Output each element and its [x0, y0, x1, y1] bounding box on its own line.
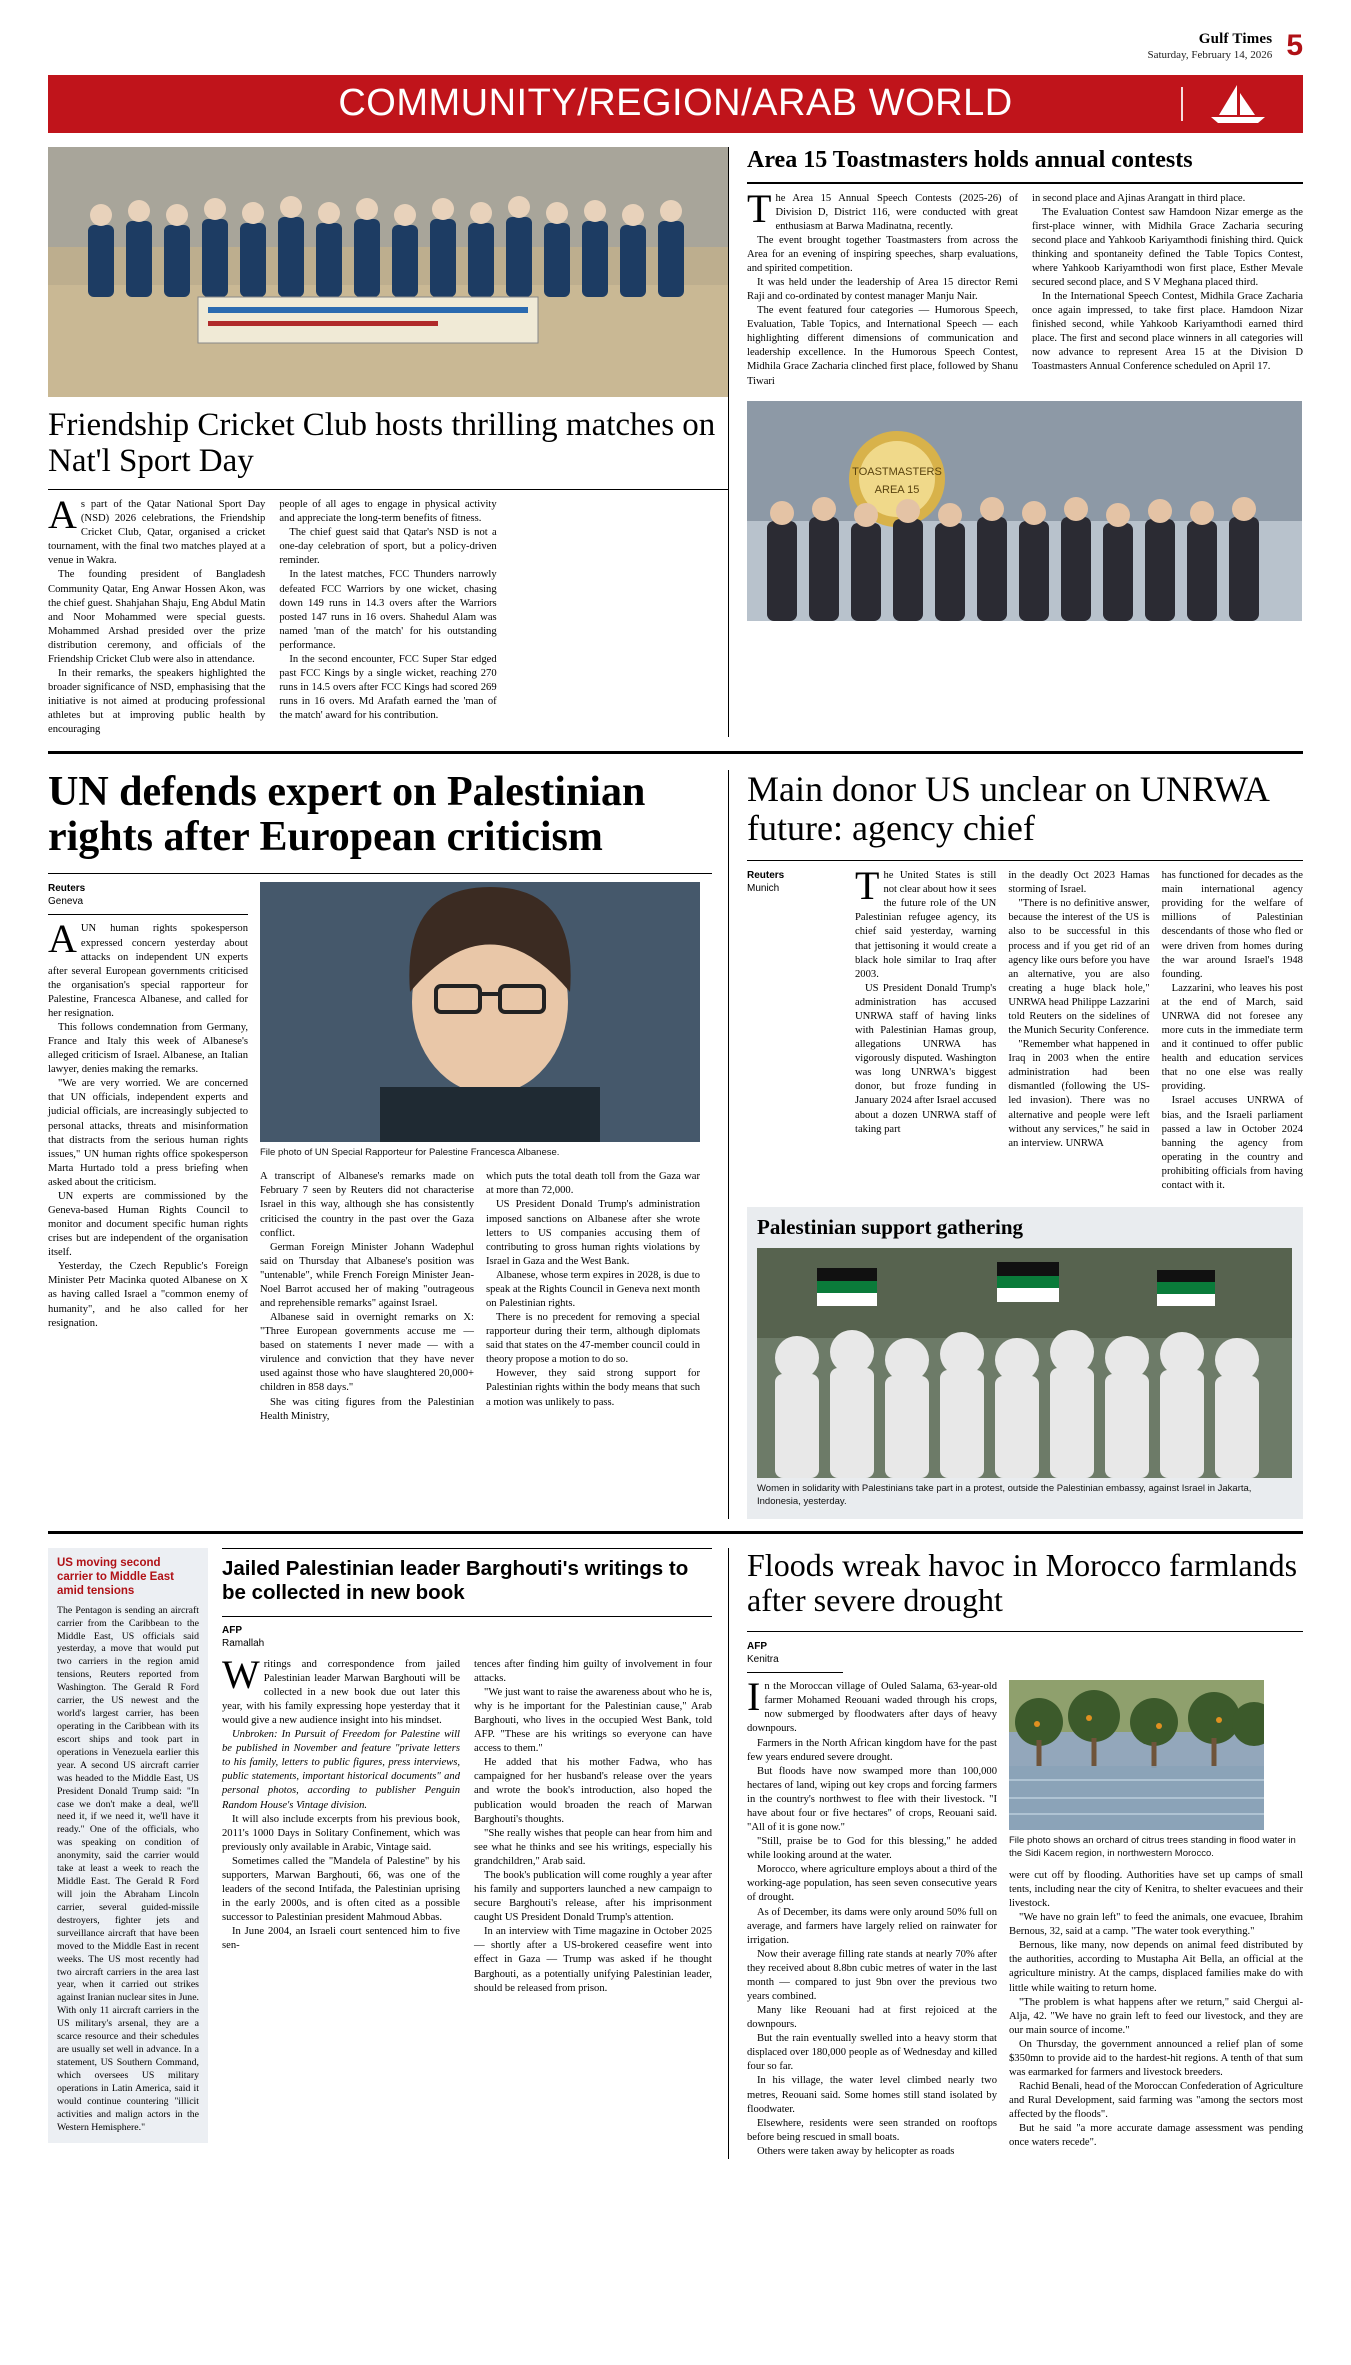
cricket-column-2: people of all ages to engage in physical activity and appreciate the long-term benefits of fitness. The chief guest said that Qatar's NSD is not a one-day celebration of sport, but a policy-driven reminder. In the latest matches, FCC Thunders narrowly defeated FCC Warriors by one wicket, chasing down 149 runs in 14.3 overs after the Warriors posted 147 runs in 16 overs. Shahedul Alam was named 'man of the match' for his outstanding performance. In the second encounter, FCC Super Star edged past FCC Kings by a single wicket, reaching 270 runs in 14.5 overs after FCC Kings had scored 269 runs in 16 overs. Md Arafath earned the 'man of the match' award for his contribution. [279, 499, 497, 722]
cricket-article [48, 147, 728, 738]
un-expert-column-2: A transcript of Albanese's remarks made on February 7 seen by Reuters did not characterise Israel in this way, although she has consistently criticised the country in the past over the Gaza conflict. German Foreign Minister Johann Wadephul said on Thursday that Albanese's position was "untenable", while French Foreign Minister Jean-Noel Barrot accused her of making "outrageous and reprehensible remarks" against Israel. Albanese said in overnight remarks on X: "Three European governments accuse me — based on statements I never made — with a virulence and conviction that they have never used against those who have slaughtered 20,000+ children in 858 days." She was citing figures from the Palestinian Health Ministry, [260, 1171, 474, 1422]
un-expert-column-1: AUN human rights spokesperson expressed concern yesterday about attacks on independent UN experts after several European governments criticised the organisation's special rapporteur for Palestine, Francesca Albanese, and called for her resignation. This follows condemnation from Germany, France and Italy this week of Albanese's alleged criticism of Israel. Albanese, an Italian lawyer, denies making the remarks. "We are very worried. We are concerned that UN officials, independent experts and judicial officials, are increasingly subjected to personal attacks, threats and misinformation that distracts from the serious human rights issues," UN human rights office spokesperson Marta Hurtado told a press briefing when asked about the criticism. UN experts are commissioned by the Geneva-based Human Rights Council to monitor and document specific human rights crises but are independent of the organisation itself. Yesterday, the Czech Republic's Foreign Minister Petr Macinka quoted Albanese on X as having called Israel a "common enemy of humanity", and he also called for her resignation. [48, 916, 248, 1329]
unrwa-column-3: has functioned for decades as the main international agency providing for the welfare of millions of Palestinian descendants of those who fled or were driven from homes during the war around Israel's 1948 founding. Lazzarini, who leaves his post at the end of March, said UNRWA did not foresee any more cuts in the immediate term and it continued to offer public health and education services that no one else was really providing. Israel accuses UNRWA of bias, and the Israeli parliament passed a law in October 2024 banning the agency from operating in the country and prohibiting officials from having contact with it. [1161, 870, 1303, 1191]
section-title: COMMUNITY/REGION/ARAB WORLD [338, 82, 1013, 124]
unrwa-column-1: The United States is still not clear about how it sees the future role of the UN Palestinian refugee agency, its chief said yesterday, warning that jettisoning it would create a black hole similar to Iraq after 2003. US President Donald Trump's administration has accused UNRWA staff of having links with Palestinian Hamas group, allegations UNRWA has vigorously disputed. Washington was long UNRWA's biggest donor, but froze funding in January 2024 after Israel accused about a dozen UNRWA staff of taking part [855, 863, 997, 1135]
albanese-photo-caption: File photo of UN Special Rapporteur for Palestine Francesca Albanese. [260, 1147, 560, 1159]
un-expert-column-3: which puts the total death toll from the Gaza war at more than 72,000. US President Donald Trump's administration imposed sanctions on Albanese after she wrote letters to US companies accusing them of contributing to gross human rights violations by Israel in Gaza and the West Bank. Albanese, whose term expires in 2028, is due to speak at the Rights Council in Geneva next month on Palestinian rights. There is no precedent for removing a special rapporteur during their term, although diplomats said that states on the 47-member council could in theory propose a motion to do so. However, they said strong support for Palestinian rights within the body means that such a motion was unlikely to pass. [486, 1171, 700, 1408]
pentagon-sidebar-text: The Pentagon is sending an aircraft carrier from the Caribbean to the Middle East, US officials said yesterday, a move that would put two carriers in the region amid tensions, Reuters reported from Washington. The Gerald R Ford carrier, the US newest and the world's largest carrier, has been operating in the Caribbean with its escort ships and took part in operations in Venezuela earlier this year. A second US aircraft carrier was headed to the Middle East, US President Donald Trump said: "In case we don't make a deal, we'll need it, if we need it, we'll have it ready." One of the officials, who was speaking on condition of anonymity, said the carrier would take at least a week to reach the Middle East. The Gerald R Ford will join the Abraham Lincoln carrier, several guided-missile destroyers, fighter jets and surveillance aircraft that have been moved to the Middle East in recent weeks. The US most recently had two aircraft carriers in the area last year, when it carried out strikes against Iranian nuclear sites in June. With only 11 aircraft carriers in the US military's arsenal, they are a scarce resource and their schedules are usually set well in advance. In a statement, US Southern Command, which oversees US military operations in Latin America, said it would continue countering "illicit activities and malign actors in the Western Hemisphere." [57, 1604, 200, 2133]
barghouti-headline: Jailed Palestinian leader Barghouti's writings to be collected in new book [222, 1556, 689, 1605]
palestinian-support-block [747, 1207, 1303, 1519]
morocco-column-1: In the Moroccan village of Ouled Salama, 63-year-old farmer Mohamed Reouani waded through his crops, now submerged by floodwaters after days of heavy downpours. Farmers in the North African kingdom have for the past few years endured severe drought. But floods have now swamped more than 100,000 hectares of land, wiping out key crops and forcing farmers in the country's northwest to flee with their livestock. "I have about four or five hectares" of crops, Reouani said. "All of it is gone now." "Still, praise be to God for this blessing," he added while looking around at the water. Morocco, where agriculture employs about a third of the working-age population, has seen seven consecutive years of drought. As of December, its dams were only around 50% full on average, and farmers have largely relied on rainwater for irrigation. Now their average filling rate stands at nearly 70% after they received about 8.8bn cubic metres of water in the last month — compared to just 9bn over the previous two years combined. Many like Reouani had at first rejoiced at the downpours. But the rain eventually swelled into a heavy storm that displaced over 180,000 people as of Wednesday and killed four so far. In his village, the water level climbed nearly two metres, Reouani said. Some homes still stand isolated by floodwater. Elsewhere, residents were seen stranded on rooftops before being rescued in small boats. Others were taken away by helicopter as roads [747, 1674, 997, 2157]
bottom-left [48, 1548, 728, 2159]
barghouti-article [222, 1548, 712, 2143]
barghouti-column-2: tences after finding him guilty of involvement in four attacks. "We just want to raise the awareness about who he is, why is he important for the Palestinian cause," Arab Barghouti, who lives in the occupied West Bank, told AFP. "These are his writings so everyone can have access to them." He added that his mother Fadwa, who has campaigned for her husband's release over the years and wrote the book's introduction, also hoped the publication would broaden the reach of Marwan Barghouti's thoughts. "She really wishes that people can hear from him and see what he thinks and see his writings, especially his grandchildren," Arab said. The book's publication will come roughly a year after his family and supporters launched a new campaign to secure Barghouti's release, after his imprisonment caught US President Donald Trump's attention. In an interview with Time magazine in October 2025 — shortly after a US-brokered ceasefire went into effect in Gaza — Trump was asked if he thought Barghouti, as a potentially unifying Palestinian leader, should be released from prison. [474, 1658, 712, 1994]
unrwa-headline: Main donor US unclear on UNRWA future: agency chief [747, 769, 1268, 849]
support-gathering-headline: Palestinian support gathering [757, 1214, 1024, 1239]
pentagon-sidebar [48, 1548, 208, 2143]
masthead [48, 0, 1303, 63]
un-expert-headline: UN defends expert on Palestinian rights after European criticism [48, 769, 646, 860]
morocco-photo-caption: File photo shows an orchard of citrus trees standing in flood water in the Sidi Kacem region, in northwestern Morocco. [1009, 1835, 1296, 1860]
paper-name: Gulf Times [1198, 31, 1273, 47]
top-section [48, 147, 1303, 738]
un-expert-byline: Reuters Geneva [48, 883, 86, 908]
cricket-column-1: As part of the Qatar National Sport Day (NSD) 2026 celebrations, the Friendship Cricket Club, Qatar, organised a cricket tournament, with the final two matches played at a venue in Wakra. The founding president of Bangladesh Community Qatar, Eng Anwar Hossen Akon, was the chief guest. Shahjahan Shaju, Eng Abdul Matin and Noor Mohammed were special guests. Mohammed Arshad presided over the prize distribution ceremony, and officials of the Friendship Cricket Club were also in attendance. In their remarks, the speakers highlighted the broader significance of NSD, emphasising that the initiative is not aimed at producing professional athletes but at improving public health by encouraging [48, 492, 266, 736]
toastmasters-headline: Area 15 Toastmasters holds annual contests [747, 146, 1193, 173]
un-expert-article [48, 770, 728, 1518]
morocco-headline: Floods wreak havoc in Morocco farmlands after severe drought [747, 1546, 1298, 1619]
unrwa-column-2: in the deadly Oct 2023 Hamas storming of Israel. "There is no definitive answer, because the interest of the US is also to be successful in this process and if you get rid of an agency like ours before you have an alternative, you are also creating a huge black hole," UNRWA head Philippe Lazzarini told Reuters on the sidelines of the Munich Security Conference. "Remember what happened in Iraq in 2003 when the entire administration had been dismantled (following the US-led invasion). There was no alternative and people were left without any services," he said in an interview. UNRWA [1008, 870, 1150, 1149]
toastmasters-column-2: in second place and Ajinas Arangatt in third place. The Evaluation Contest saw Hamdoon Nizar emerge as the first-place winner, with Midhila Grace Zacharia securing second place and Yahkoob Kariyamthodi finishing third. Quick thinking and spontaneity defined the Table Topics Contest, where Yahkoob Kariyamthodi won first place, Esther Mevale secured second place, and S V Meghana placed third. In the International Speech Contest, Midhila Grace Zacharia once again impressed, to take first place. Hamdoon Nizar finished second, while Yahkoob Kariyamthodi earned third place. The first and second place winners in all categories will now advance to represent Area 15 at the Division D Toastmasters Annual Conference scheduled on April 17. [1032, 192, 1303, 373]
section-banner [48, 75, 1303, 133]
barghouti-book-title-para: Unbroken: In Pursuit of Freedom for Palestine will be published in November and feature "private letters to his family, letters to public figures, press interviews, public statements, important historical documents" and personal photos, according to publisher Penguin Random House's Vintage division. [222, 1729, 460, 1811]
toastmasters-column-1: The Area 15 Annual Speech Contests (2025-26) of Division D, District 116, were conducted with great enthusiasm at Barwa Madinatna, recently. The event brought together Toastmasters from across the Area for an evening of inspiring speeches, sharp evaluations, and spirited competition. It was held under the leadership of Area 15 director Remi Raji and co-ordinated by contest manager Manju Nair. The event featured four categories — Humorous Speech, Evaluation, Table Topics, and International Speech — each highlighting different dimensions of communication and leadership excellence. In the Humorous Speech Contest, Midhila Grace Zacharia clinched first place, followed by Shanu Tiwari [747, 185, 1018, 387]
cricket-teams-group-photo [48, 147, 728, 397]
morocco-byline: AFP Kenitra [747, 1641, 779, 1666]
morocco-article [728, 1548, 1303, 2159]
publication-date: Saturday, February 14, 2026 [1147, 48, 1273, 61]
svg-text:AREA 15: AREA 15 [874, 483, 920, 496]
barghouti-column-1: Writings and correspondence from jailed Palestinian leader Marwan Barghouti will be collected in a new book due out later this year, with his family expressing hope yesterday that it would give a new audience insight into his mindset. Unbroken: In Pursuit of Freedom for Palestine will be published in November and feature "private letters to his family, letters to public figures, press interviews, public statements, important historical documents" and personal photos, according to publisher Penguin Random House's Vintage division. It will also include excerpts from his previous book, 2011's 1000 Days in Solitary Confinement, which was previously only available in Arabic, Vintage said. Sometimes called the "Mandela of Palestine" by his supporters, Marwan Barghouti, 66, was one of the leaders of the second Intifada, the Palestinian uprising in the early 2000s, and is often cited as a possible successor to Palestinian president Mahmoud Abbas. In June 2004, an Israeli court sentenced him to five sen- [222, 1651, 460, 1952]
citrus-orchard-flood-photo [1009, 1680, 1264, 1830]
unrwa-byline: Reuters Munich [747, 870, 785, 895]
francesca-albanese-portrait [260, 882, 700, 1142]
support-photo-caption: Women in solidarity with Palestinians take part in a protest, outside the Palestinian embassy, against Israel in Jakarta, Indonesia, yesterday. [757, 1482, 1252, 1507]
bottom-section [48, 1548, 1303, 2159]
pentagon-sidebar-title: US moving second carrier to Middle East amid tensions [57, 1556, 174, 1598]
banner-divider [1181, 87, 1183, 121]
toastmasters-group-photo [747, 401, 1302, 621]
middle-section [48, 770, 1303, 1518]
morocco-column-2: were cut off by flooding. Authorities have set up camps of small tents, including near the city of Kenitra, to shelter evacuees and their livestock. "We have no grain left" to feed the animals, one evacuee, Ibrahim Bernous, 32, said at a camp. "The water took everything." Bernous, like many, now depends on animal feed distributed by the authorities, according to Mustapha Ait Bella, an official at the agriculture ministry. At the camps, displaced families make do with little while waiting to return home. "The problem is what happens after we return," said Chergui al-Alja, 42. "We have no grain left to feed our livestock, and they are our main source of income." On Thursday, the government announced a relief plan of some $350mn to provide aid to the hardest-hit regions. A tenth of that sum was earmarked for farmers and livestock breeders. Rachid Benali, head of the Moroccan Confederation of Agriculture and Rural Development, said farming was "among the sectors most affected by the floods". But he said "a more accurate damage assessment was pending once waters recede". [1009, 1869, 1303, 2149]
svg-text:TOASTMASTERS: TOASTMASTERS [852, 465, 942, 478]
page-number: 5 [1286, 29, 1303, 63]
cricket-headline: Friendship Cricket Club hosts thrilling matches on Nat'l Sport Day [48, 406, 716, 479]
palestinian-support-protest-photo [757, 1248, 1292, 1478]
dhow-boat-icon [1203, 81, 1273, 127]
barghouti-byline: AFP Ramallah [222, 1624, 265, 1649]
toastmasters-article [728, 147, 1303, 738]
unrwa-article [728, 770, 1303, 1518]
